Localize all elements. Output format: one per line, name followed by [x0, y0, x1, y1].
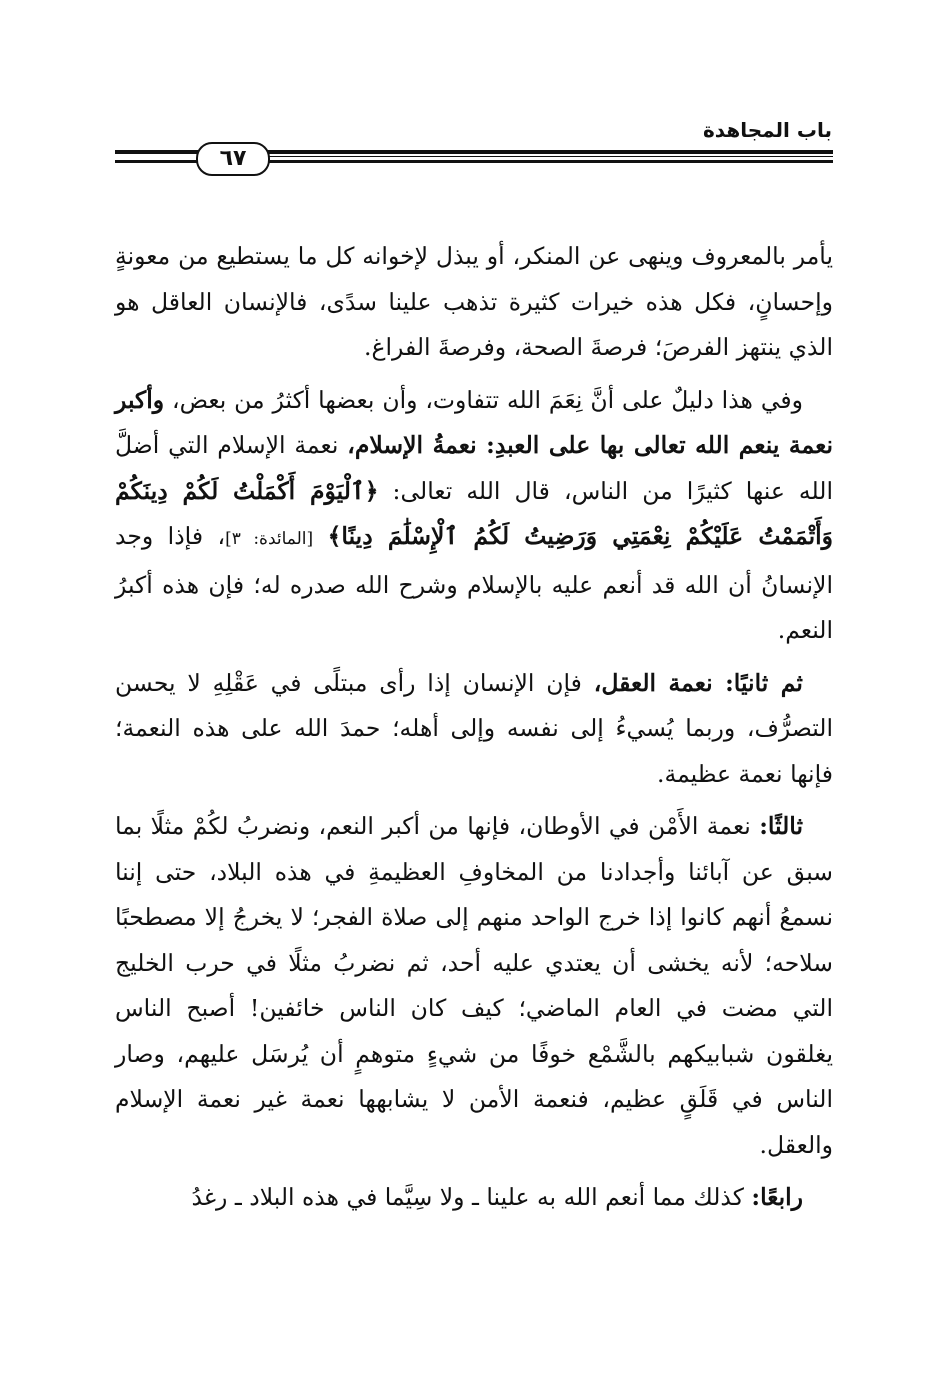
- paragraph-2-text: نعمة الإسلام التي أضلَّ الله عنها كثيرًا من الناس، قال الله تعالى:: [115, 431, 833, 505]
- paragraph-2: [115, 378, 833, 654]
- paragraph-3: [115, 661, 833, 798]
- paragraph-3-text: فإن الإنسان إذا رأى مبتلًى في عَقْلِهِ لا يحسن التصرُّف، وربما يُسيءُ إلى نفسه وإلى أهله؛ حمدَ الله على هذه النعمة؛ فإنها نعمة عظيمة.: [115, 668, 833, 788]
- chapter-title: باب المجاهدة: [702, 118, 832, 142]
- verse-citation: [المائدة: ٣]: [225, 529, 314, 549]
- paragraph-1: يأمر بالمعروف وينهى عن المنكر، أو يبذل لإخوانه كل ما يستطيع من معونةٍ وإحسانٍ، فكل هذه خيرات كثيرة تذهب علينا سدًى، فالإنسان العاقل هو الذي ينتهز الفرصَ؛ فرصةَ الصحة، وفرصةَ الفراغ.: [115, 242, 833, 361]
- paragraph-5: [115, 1175, 833, 1221]
- paragraph-2-end: ، فإذا وجد الإنسانُ أن الله قد أنعم عليه بالإسلام وشرح الله صدره له؛ فإن هذه أكبرُ النعم.: [115, 522, 833, 644]
- paragraph-4-text: نعمة الأَمْن في الأوطان، فإنها من أكبر النعم، ونضربُ لكُمْ مثلًا بما سبق عن آبائنا وأجدادنا من المخاوفِ العظيمةِ في هذه البلاد، حتى إننا نسمعُ أنهم كانوا إذا خرج الواحد منهم إلى صلاة الفجر؛ لا يخرجُ إلا مصطحبًا سلاحه؛ لأنه يخشى أن يعتدي عليه أحد، ثم نضربُ مثلًا في حرب الخليج التي مضت في العام الماضي؛ كيف كان الناس خائفين! أصبح الناس يغلقون شبابيكهم بالشَّمْع خوفًا من شيءٍ متوهمٍ أن يُرسَل عليهم، وصار الناس في قَلَقٍ عظيم، فنعمة الأمن لا يشابهها نعمة غير نعمة الإسلام والعقل.: [115, 812, 833, 1159]
- quran-verse: ﴿ٱلْيَوْمَ أَكْمَلْتُ لَكُمْ دِينَكُمْ وَأَتْمَمْتُ عَلَيْكُمْ نِعْمَتِي وَرَضِيتُ لَكُمُ ٱلْإِسْلَٰمَ دِينًا﴾: [115, 476, 833, 550]
- paragraph-2-bold: وأكبر نعمة ينعم الله تعالى بها على العبدِ: نعمةُ الإسلام،: [115, 385, 833, 459]
- paragraph-5-text: كذلك مما أنعم الله به علينا ـ ولا سِيَّما في هذه البلاد ـ رغدُ: [191, 1183, 744, 1211]
- paragraph-4: [115, 804, 833, 1168]
- paragraph-5-lead: رابعًا:: [751, 1183, 803, 1211]
- body-text: [115, 234, 833, 1228]
- paragraph-2-intro: وفي هذا دليلٌ على أنَّ نِعَمَ الله تتفاوت، وأن بعضها أكثرُ من بعض،: [172, 385, 803, 414]
- paragraph-4-lead: ثالثًا:: [759, 812, 803, 840]
- page-number: ٦٧: [196, 142, 270, 176]
- header-rule-left: [115, 150, 199, 163]
- paragraph-3-lead: ثم ثانيًا: نعمة العقل،: [593, 668, 803, 697]
- header-rule-right: [264, 150, 833, 163]
